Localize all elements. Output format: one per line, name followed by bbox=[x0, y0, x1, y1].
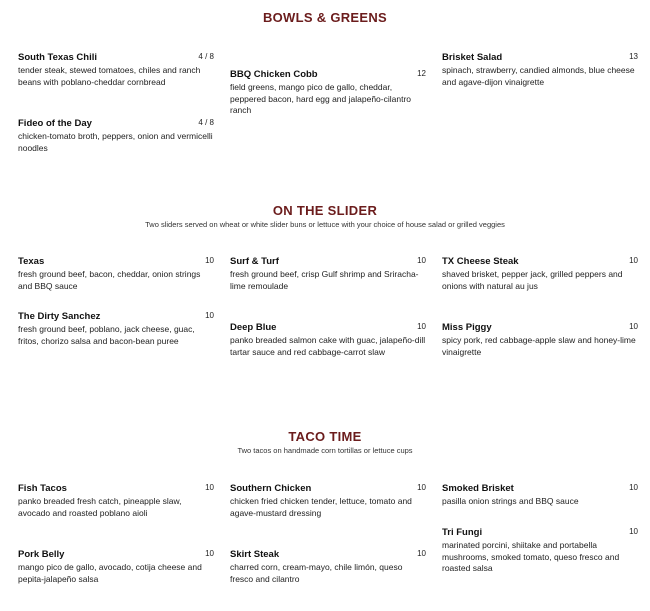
item-price: 4 / 8 bbox=[198, 118, 214, 127]
item-name: BBQ Chicken Cobb bbox=[230, 69, 318, 80]
item-name: Surf & Turf bbox=[230, 256, 279, 267]
item-price: 10 bbox=[629, 256, 638, 265]
item-description: mango pico de gallo, avocado, cotija cheese and pepita-jalapeño salsa bbox=[18, 562, 202, 584]
item-description: spinach, strawberry, candied almonds, blue cheese and agave-dijon vinaigrette bbox=[442, 65, 635, 87]
item-name: Southern Chicken bbox=[230, 483, 312, 494]
menu-item bbox=[18, 52, 214, 88]
item-price: 10 bbox=[417, 256, 426, 265]
section-title-bowls: BOWLS & GREENS bbox=[262, 10, 388, 25]
item-description: panko breaded fresh catch, pineapple slaw, avocado and roasted poblano aioli bbox=[18, 496, 182, 518]
item-description: charred corn, cream-mayo, chile limón, queso fresco and cilantro bbox=[230, 562, 403, 584]
item-name: Brisket Salad bbox=[442, 52, 503, 63]
item-name: Tri Fungi bbox=[442, 527, 483, 538]
item-price: 10 bbox=[629, 322, 638, 331]
menu-item bbox=[18, 118, 214, 154]
menu-item bbox=[230, 549, 426, 585]
section-title-slider: ON THE SLIDER bbox=[272, 203, 378, 218]
item-name: Smoked Brisket bbox=[442, 483, 514, 494]
item-price: 10 bbox=[417, 483, 426, 492]
item-price: 12 bbox=[417, 69, 426, 78]
menu-item bbox=[442, 527, 638, 575]
menu-item bbox=[442, 256, 638, 292]
item-price: 10 bbox=[417, 549, 426, 558]
item-description: chicken fried chicken tender, lettuce, tomato and agave-mustard dressing bbox=[230, 496, 412, 518]
item-price: 13 bbox=[629, 52, 638, 61]
item-price: 10 bbox=[417, 322, 426, 331]
item-description: pasilla onion strings and BBQ sauce bbox=[442, 496, 579, 506]
item-price: 4 / 8 bbox=[198, 52, 214, 61]
menu-item bbox=[230, 256, 426, 292]
item-description: chicken-tomato broth, peppers, onion and vermicelli noodles bbox=[18, 131, 213, 153]
menu-item bbox=[18, 549, 214, 585]
item-price: 10 bbox=[205, 311, 214, 320]
menu-item bbox=[230, 483, 426, 519]
item-name: Texas bbox=[18, 256, 45, 267]
menu-item bbox=[18, 483, 214, 519]
section-subtitle-slider: Two sliders served on wheat or white slider buns or lettuce with your choice of house salad or grilled veggies bbox=[145, 220, 505, 229]
menu-item bbox=[442, 322, 638, 358]
item-description: panko breaded salmon cake with guac, jalapeño-dill tartar sauce and red cabbage-carrot slaw bbox=[230, 335, 426, 357]
menu-item bbox=[18, 311, 214, 347]
menu-item bbox=[18, 256, 214, 292]
item-description: tender steak, stewed tomatoes, chiles and ranch beans with poblano-cheddar cornbread bbox=[18, 65, 201, 87]
item-name: South Texas Chili bbox=[18, 52, 98, 63]
item-name: The Dirty Sanchez bbox=[18, 311, 101, 322]
item-description: fresh ground beef, poblano, jack cheese, guac, fritos, chorizo salsa and bacon-bean puree bbox=[18, 324, 195, 346]
item-description: fresh ground beef, crisp Gulf shrimp and Sriracha-lime remoulade bbox=[230, 269, 419, 291]
item-description: shaved brisket, pepper jack, grilled peppers and onions with natural au jus bbox=[442, 269, 623, 291]
item-price: 10 bbox=[205, 549, 214, 558]
item-description: spicy pork, red cabbage-apple slaw and honey-lime vinaigrette bbox=[442, 335, 636, 357]
item-name: TX Cheese Steak bbox=[442, 256, 519, 267]
item-name: Miss Piggy bbox=[442, 322, 492, 333]
item-name: Skirt Steak bbox=[230, 549, 280, 560]
menu-item bbox=[442, 52, 638, 88]
menu-item bbox=[230, 322, 426, 358]
item-name: Pork Belly bbox=[18, 549, 65, 560]
item-name: Fideo of the Day bbox=[18, 118, 92, 129]
menu-item bbox=[442, 483, 638, 508]
item-price: 10 bbox=[205, 256, 214, 265]
item-price: 10 bbox=[629, 527, 638, 536]
item-description: field greens, mango pico de gallo, cheddar, peppered bacon, hard egg and jalapeño-cilantro ranch bbox=[230, 82, 411, 115]
section-title-taco: TACO TIME bbox=[288, 429, 362, 444]
section-subtitle-taco: Two tacos on handmade corn tortillas or lettuce cups bbox=[237, 446, 413, 455]
item-price: 10 bbox=[629, 483, 638, 492]
item-name: Deep Blue bbox=[230, 322, 277, 333]
item-description: fresh ground beef, bacon, cheddar, onion strings and BBQ sauce bbox=[18, 269, 201, 291]
item-description: marinated porcini, shiitake and portabella mushrooms, smoked tomato, queso fresco and roasted salsa bbox=[442, 540, 620, 573]
menu-item bbox=[230, 69, 426, 117]
item-name: Fish Tacos bbox=[18, 483, 67, 494]
item-price: 10 bbox=[205, 483, 214, 492]
